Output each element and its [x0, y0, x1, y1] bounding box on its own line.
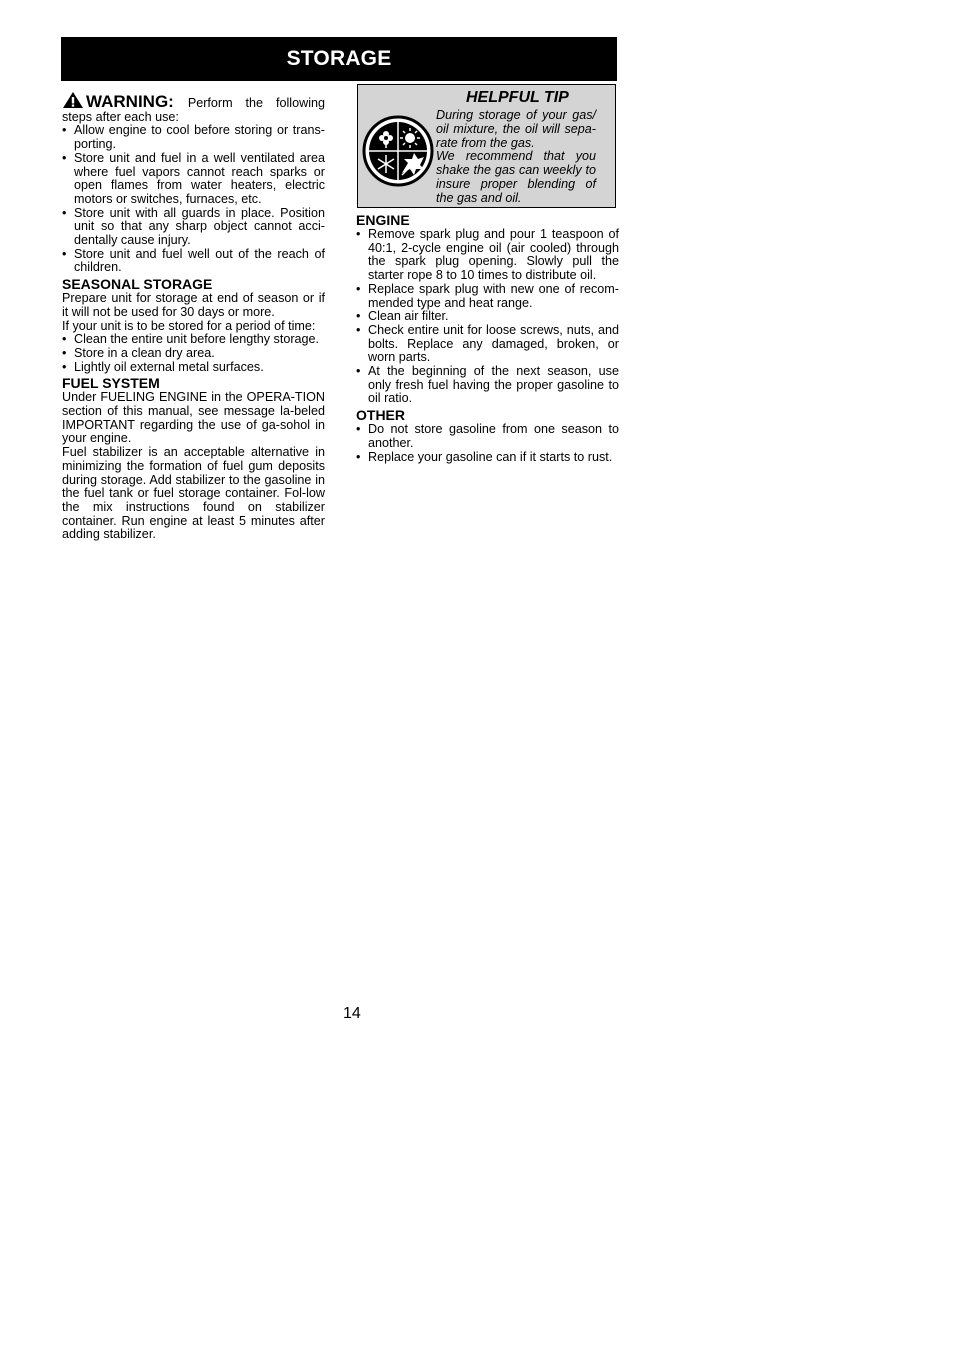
list-item: • Lightly oil external metal surfaces. — [62, 361, 325, 375]
list-item: • Replace spark plug with new one of recom-mended type and heat range. — [356, 283, 619, 310]
engine-list — [356, 228, 619, 406]
list-item: • Remove spark plug and pour 1 teaspoon of 40:1, 2-cycle engine oil (air cooled) through the spark plug opening. Slowly pull the starter rope 8 to 10 times to distribute oil. — [356, 228, 619, 283]
page-title: STORAGE — [61, 37, 617, 81]
seasonal-list — [62, 333, 325, 374]
seasonal-para-2: If your unit is to be stored for a period of time: — [62, 318, 316, 333]
list-item: • Store unit and fuel well out of the reach of children. — [62, 248, 325, 275]
helpful-tip-text — [436, 109, 596, 206]
helpful-tip-box — [357, 84, 616, 208]
list-item: • Clean the entire unit before lengthy storage. — [62, 333, 325, 347]
fuel-system-heading: FUEL SYSTEM — [62, 375, 160, 392]
other-list — [356, 423, 619, 464]
list-item: • At the beginning of the next season, use only fresh fuel having the proper gasoline to oil ratio. — [356, 365, 619, 406]
list-item: • Store unit and fuel in a well ventilated area where fuel vapors cannot reach sparks or open flames from water heaters, electric motors or switches, furnaces, etc. — [62, 152, 325, 207]
seasonal-storage-heading: SEASONAL STORAGE — [62, 276, 213, 293]
seasonal-para-1: Prepare unit for storage at end of season or if it will not be used for 30 days or more. — [62, 291, 325, 319]
tip-line-1: During storage of your gas/ oil mixture, the oil will sepa-rate from the gas. — [436, 108, 596, 150]
list-item: • Clean air filter. — [356, 310, 619, 324]
left-column — [62, 91, 325, 542]
engine-heading: ENGINE — [356, 212, 410, 228]
tip-line-2: We recommend that you shake the gas can weekly to insure proper blending of the gas and oil. — [436, 149, 596, 205]
right-column — [356, 211, 619, 464]
list-item: • Replace your gasoline can if it starts to rust. — [356, 451, 619, 465]
page-number: 14 — [343, 1005, 361, 1022]
warning-list — [62, 124, 325, 275]
helpful-tip-title: HELPFUL TIP — [466, 89, 569, 106]
warning-intro — [62, 91, 325, 124]
list-item: • Allow engine to cool before storing or trans-porting. — [62, 124, 325, 151]
list-item: • Do not store gasoline from one season to another. — [356, 423, 619, 450]
other-heading: OTHER — [356, 407, 405, 424]
four-seasons-icon — [362, 115, 434, 187]
list-item: • Store in a clean dry area. — [62, 347, 325, 361]
list-item: • Check entire unit for loose screws, nuts, and bolts. Replace any damaged, broken, or worn parts. — [356, 324, 619, 365]
fuel-para-2: Fuel stabilizer is an acceptable alternative in minimizing the formation of fuel gum deposits during storage. Add stabilizer to the gasoline in the fuel tank or fuel storage container. Fol-low the mix instructions found on stabilizer container. Run engine at least 5 minutes after adding stabilizer. — [62, 445, 325, 542]
warning-triangle-icon — [62, 91, 84, 109]
list-item: • Store unit with all guards in place. Position unit so that any sharp object cannot acci-dentally cause injury. — [62, 207, 325, 248]
warning-label: WARNING: — [86, 92, 174, 111]
warning-intro-text: Perform the following steps after each use: — [62, 96, 325, 124]
fuel-para-1: Under FUELING ENGINE in the OPERA-TION section of this manual, see message la-beled IMPORTANT regarding the use of ga-sohol in your engine. — [62, 390, 325, 446]
